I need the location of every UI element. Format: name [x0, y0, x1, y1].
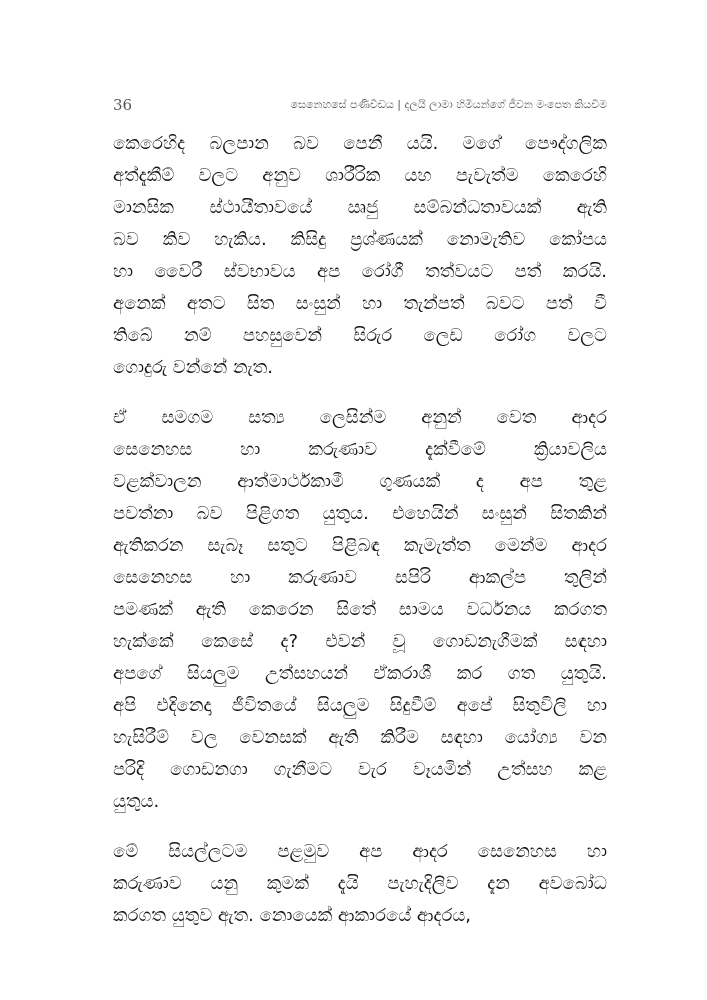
text-line: මේ සියල්ලටම පළමුව අප ආදර සෙනෙහස හා — [113, 841, 607, 862]
text-line: පරිදි ගොඩනගා ගැනීමට වැර වෑයමින් උත්සහ කළ — [113, 759, 607, 780]
text-line: පමණක් ඇති කෙරෙන සිතේ සාමය වර්ධනය කරගත — [113, 599, 607, 620]
text-line: කරුණාව යනු කුමක් දැයි පැහැදිලිව දැන අවබෝධ — [113, 873, 607, 894]
text-line: බව කිව හැකිය. කිසිදු ප්‍රශ්ණයක් නොමැතිව කෝපය — [113, 229, 607, 250]
text-line: ඇතිකරන සැබෑ සතුට පිළිබඳ කැමැත්ත මෙන්ම ආදර — [113, 535, 607, 556]
running-title: සෙනෙහසේ පණිවිඩය | දලයි ලාමා හිමියන්ගේ ජීවන මංපෙත කියවීම — [290, 98, 607, 111]
page-number: 36 — [113, 96, 133, 114]
paragraph — [113, 128, 607, 384]
text-line: තිබේ නම් පහසුවෙන් සිරුර ලෙඩ රෝග වලට — [113, 325, 607, 346]
page-header — [113, 94, 607, 120]
text-line: සෙනෙහස හා කරුණාව සපිරි ආකල්ප තුලින් — [113, 567, 607, 588]
text-line: හැක්කේ කෙසේ ද? එවන් වූ ගොඩනැගීමක් සඳහා — [113, 631, 607, 652]
text-line: හැසිරීම් වල වෙනසක් ඇති කිරීම සඳහා යෝග්‍ය වන — [113, 727, 607, 748]
text-line: ගොදුරු වන්නේ නැත. — [113, 357, 273, 378]
body-text — [113, 128, 607, 950]
text-line: අත්දැකීම් වලට අනුව ශාරීරික යහ පැවැත්ම කෙරෙහි — [113, 165, 607, 186]
paragraph — [113, 836, 607, 932]
text-line: මානසික ස්ථායීතාවයේ ඍජු සම්බන්ධතාවයක් ඇති — [113, 197, 607, 218]
text-line: අපගේ සියලුම උත්සහයන් ඒකරාශී කර ගත යුතුයි. — [113, 663, 607, 684]
paragraph — [113, 402, 607, 818]
text-line: යුතුය. — [113, 791, 160, 812]
text-line: හා වෛරී ස්වභාවය අප රෝගී තත්වයට පත් කරයි. — [113, 261, 607, 282]
text-line: අනෙක් අතට සිත සංසුන් හා තැන්පත් බවට පත් වී — [113, 293, 607, 314]
text-line: අපි එදිනෙදා ජීවිතයේ සියලුම සිදුවීම් අපේ සිතුවිලි හා — [113, 695, 607, 716]
text-line: ඒ සමගම සත්‍ය ලෙසින්ම අනුන් වෙත ආදර — [113, 407, 607, 428]
text-line: පවත්නා බව පිළිගත යුතුය. එහෙයින් සංසුන් සිතකින් — [113, 503, 607, 524]
text-line: කරගත යුතුව ඇත. නොයෙක් ආකාරයේ ආදරය, — [113, 905, 471, 926]
text-line: වළක්වාලන ආත්මාර්ථකාමී ගුණයක් ද අප තුළ — [113, 471, 607, 492]
text-line: සෙනෙහස හා කරුණාව දැක්වීමේ ක්‍රියාවලිය — [113, 439, 607, 460]
text-line: කෙරෙහිද බලපාන බව පෙනී යයි. මගේ පෞද්ගලික — [113, 133, 607, 154]
